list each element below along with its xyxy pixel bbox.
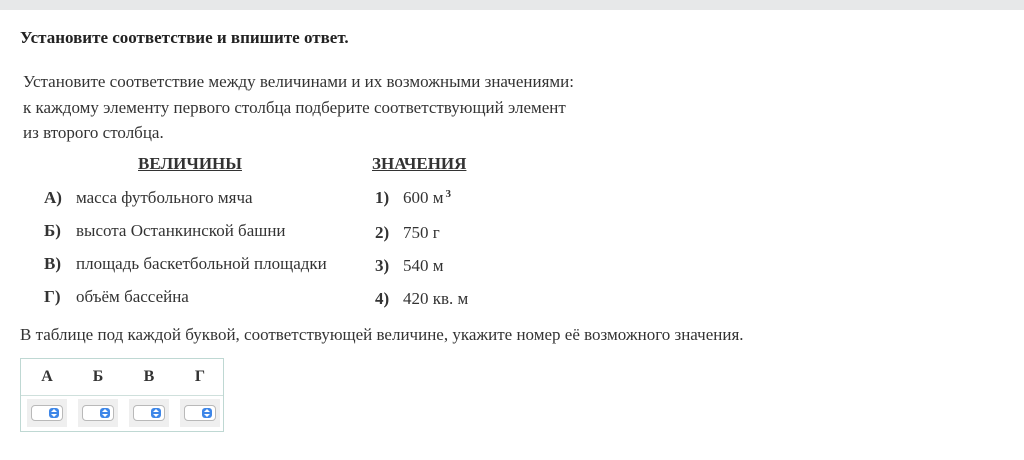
value-item-1 (375, 188, 451, 208)
intro-line: Установите соответствие между величинами и их возможными значениями: (23, 72, 574, 91)
quantity-key: А) (44, 188, 62, 207)
chevron-up-down-icon (100, 408, 110, 418)
value-key: 3) (375, 256, 390, 275)
value-key: 1) (375, 188, 390, 207)
answer-instruction: В таблице под каждой буквой, соответствующей величине, укажите номер её возможного значения. (20, 325, 744, 344)
answer-letter-g: Г (194, 368, 206, 385)
quantity-text: площадь баскетбольной площадки (76, 254, 327, 273)
quantity-item-b (44, 221, 286, 241)
top-bar (0, 0, 1024, 10)
chevron-up-down-icon (151, 408, 161, 418)
value-key: 4) (375, 289, 390, 308)
answer-cell-b (78, 399, 118, 427)
chevron-up-down-icon (49, 408, 59, 418)
value-text: 750 г (403, 223, 440, 242)
value-key: 2) (375, 223, 390, 242)
answer-select-b[interactable] (82, 405, 114, 421)
value-text: 600 м (403, 188, 444, 207)
task-intro (23, 69, 643, 146)
intro-line: из второго столбца. (23, 123, 164, 142)
answer-cell-a (27, 399, 67, 427)
answer-select-v[interactable] (133, 405, 165, 421)
value-text: 540 м (403, 256, 444, 275)
value-item-2 (375, 223, 440, 243)
values-header: ЗНАЧЕНИЯ (372, 154, 467, 173)
quantity-text: высота Останкинской башни (76, 221, 286, 240)
intro-line: к каждому элементу первого столбца подберите соответствующий элемент (23, 97, 566, 117)
answer-table-divider (21, 395, 223, 396)
answer-table-header (21, 359, 223, 395)
answer-select-a[interactable] (31, 405, 63, 421)
answer-cell-g (180, 399, 220, 427)
value-item-3 (375, 256, 444, 276)
value-item-4 (375, 289, 468, 309)
quantity-item-v (44, 254, 327, 274)
quantity-item-g (44, 287, 189, 307)
quantities-header: ВЕЛИЧИНЫ (138, 154, 242, 173)
quantity-text: объём бассейна (76, 287, 189, 306)
answer-select-g[interactable] (184, 405, 216, 421)
value-text: 420 кв. м (403, 289, 469, 308)
answer-cell-v (129, 399, 169, 427)
answer-letter-v: В (143, 368, 155, 385)
task-title: Установите соответствие и впишите ответ. (20, 28, 349, 47)
chevron-up-down-icon (202, 408, 212, 418)
quantity-key: В) (44, 254, 61, 273)
quantity-item-a (44, 188, 253, 208)
answer-letter-b: Б (92, 368, 104, 385)
answer-table (20, 358, 224, 432)
value-superscript: 3 (445, 188, 452, 200)
quantity-key: Г) (44, 287, 61, 306)
quantity-key: Б) (44, 221, 61, 240)
answer-letter-a: А (41, 368, 53, 385)
quantity-text: масса футбольного мяча (76, 188, 253, 207)
